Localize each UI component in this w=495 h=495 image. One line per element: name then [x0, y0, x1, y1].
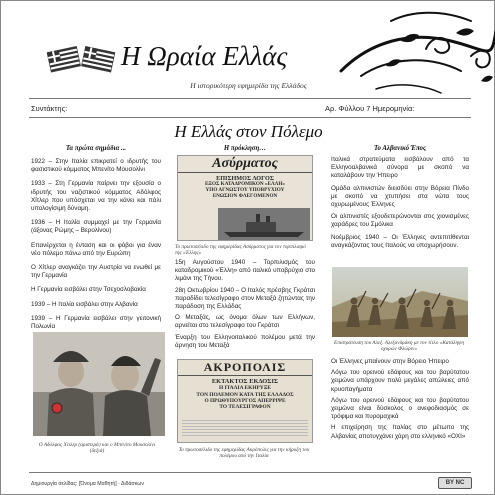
paragraph: Ομάδα αλπινιστών διεισδύει στην Βόρεια Πίνδο με σκοπό να χτυπήσει στα νώτα τους οχυρωμένους Έλληνες [331, 184, 469, 209]
greek-flags-icon [45, 43, 119, 77]
clipping-headline: ΕΚΤΑΚΤΟΣ ΕΚΔΟΣΙΣ [211, 378, 279, 385]
paragraph: Ο Μεταξάς, ως όνομα όλων των Ελλήνων, αρνείται στο τελεσίγραφο του Γκράτσι [175, 314, 315, 330]
ship-illustration [218, 208, 310, 240]
paragraph: 28η Οκτωβρίου 1940 – Ο Ιταλός πρέσβης Γκράτσι παραδίδει τελεσίγραφο στον Μεταξά ζητώντας την παράδοση της Ελλάδας [175, 286, 315, 311]
footer-divider [29, 472, 471, 473]
paragraph: 1939 – Η Ιταλία εισβάλει στην Αλβανία [31, 300, 138, 308]
paragraph: 1936 – Η Ιταλία συμμαχεί με την Γερμανία (άξονας Ρώμης – Βερολίνου) [31, 219, 161, 235]
clipping-headline: ΤΟΝ ΠΟΛΕΜΟΝ ΚΑΤΑ ΤΗΣ ΕΛΛΑΔΟΣ [196, 391, 294, 398]
column-heading: Η πρόκληση… [223, 145, 267, 152]
paragraph: Ιταλικά στρατεύματα εισβάλουν από τα Ελληνοαλβανικά σύνορα με σκοπό να καταλάβουν την Ήπειρο [331, 156, 469, 180]
column-provocation [175, 145, 315, 152]
column-paragraphs-lower [331, 358, 469, 444]
paragraph: 15η Αυγούστου 1940 – Τορπιλισμός του καταδρομικού «Έλλη» από ιταλικό υποβρύχιο στο λιμάνι της Τήνου. [175, 259, 315, 283]
painting-caption: Επιστράτευση του Αλεξ. Αλεξανδράκη με τον τίτλο «Κατάληψη οχυρών Φλώριν» [333, 340, 465, 353]
header-divider [29, 98, 471, 99]
akropolis-clipping [177, 359, 313, 443]
clipping-headline: Η ΙΤΑΛΙΑ ΕΚΗΡΥΞΕ [219, 385, 271, 392]
paragraph: 1922 – Στην Ιταλία επικρατεί ο ιδρυτής του φασιστικού κόμματος Μπενίτο Μουσολίνι [31, 158, 161, 174]
clipping-headline: ΕΠΙΣΗΜΟΣ ΛΟΓΟΣ [216, 175, 274, 182]
paragraph: Ο Χίτλερ αναγκάζει την Αυστρία να ενωθεί με την Γερμανία [31, 264, 161, 280]
asyrmatos-caption: Το πρωτοσέλιδο της εφημερίδας Ασύρματος για τον τορπιλισμό της «Έλλης» [175, 244, 306, 257]
akropolis-caption: Το πρωτοσέλιδο της εφημερίδας Ακρόπολις για την κήρυξη του πολέμου από την Ιταλία [178, 447, 310, 460]
column-heading: Το Αλβανικό Έπος [374, 145, 426, 152]
editor-label: Συντάκτης: [31, 104, 68, 113]
battle-painting [332, 267, 468, 337]
paragraph: Έναρξη του Ελληνοιταλικού πολέμου μετά την άρνηση του Μεταξά [175, 333, 315, 349]
paragraph: Επανέρχεται η ένταση και οι φόβοι για έναν νέο πόλεμο πάνω από την Ευρώπη [31, 241, 161, 257]
clipping-masthead: ΑΚΡΟΠΟΛΙΣ [178, 360, 312, 376]
paragraph: Η επιχείρηση της Ιταλίας στο μέτωπο της Αλβανίας αποτυγχάνει χάρη στο ελληνικό «ΟΧΙ» [331, 424, 469, 440]
clipping-masthead: Ασύρματος [178, 156, 312, 173]
paragraph: 1933 – Στη Γερμανία παίρνει την εξουσία ο ιδρυτής του ναζιστικού κόμματος Αδόλφος Χίτλερ που υπόσχεται να την κάνει και πάλι υπολογίσιμη δύναμη. [31, 180, 161, 213]
column-first-signs [31, 145, 161, 337]
paragraph: Οι Έλληνες μπαίνουν στην Βόρειο Ήπειρο [331, 358, 449, 365]
newspaper-title: Η Ωραία Ελλάς [121, 41, 288, 71]
paragraph: Λόγω του ορεινού εδάφους και του βαρύτατου χειμώνα είναι δύσκολος ο ανεφοδιασμός σε τρόφιμα και πυρομαχικά [331, 396, 469, 421]
paragraph: Οι αλπινιστές εξουδετερώνονται στις χιονισμένες χαράδρες του Σμόλικα [331, 213, 469, 229]
footer-credit: Δημιουργία σελίδας: [Όνομα Μαθητή] · Διδάσκων [31, 481, 144, 487]
clipping-headline: ΕΝΩΣΙΟΝ ΦΛΕΓΟΜΕΝΟΝ [212, 193, 278, 200]
main-headline: Η Ελλάς στον Πόλεμο [174, 122, 323, 141]
issue-info: Αρ. Φύλλου 7 Ημερομηνία: [325, 104, 415, 113]
column-paragraphs [175, 259, 315, 353]
column-paragraphs [31, 158, 161, 331]
clipping-text-block [182, 420, 308, 438]
column-heading: Τα πρώτα σημάδια ... [65, 145, 127, 152]
newspaper-subtitle: Η ιστορικότερη εφημερίδα της Ελλάδος [190, 81, 307, 90]
asyrmatos-clipping [177, 155, 313, 241]
clipping-headline: Ο ΠΡΩΘΥΠΟΥΡΓΟΣ ΑΠΕΡΡΙΨΕ [204, 397, 286, 404]
leaders-photo [33, 332, 165, 436]
clipping-headline: ΥΠΟ ΑΓΝΩΣΤΟΥ ΥΠΟΒΡΥΧΙΟΥ [205, 187, 285, 194]
leaders-photo-caption: Ο Αδόλφος Χίτλερ (αριστερά) και ο Μπενίτο Μουσολίνι (δεξιά) [38, 442, 156, 455]
column-albanian-epic [331, 145, 469, 254]
paragraph: Λόγω του ορεινού εδάφους και του βαρύτατου χειμώνα υπάρχουν πολύ μεγάλες απώλειες από κρυοπαγήματα [331, 369, 469, 393]
header-divider-bottom [29, 117, 471, 118]
column-paragraphs [331, 156, 469, 250]
clipping-headline: ΕΞΟΣ ΚΑΤΑΔΡΟΜΙΚΟΝ «ΕΛΛΗ» [204, 181, 286, 188]
creative-commons-badge: BY NC [438, 477, 472, 489]
paragraph: Η Γερμανία εισβάλει στην Τσεχοσλοβακία [31, 286, 146, 294]
clipping-headline: ΤΟ ΤΕΛΕΣΙΓΡΑΦΟΝ [219, 403, 271, 410]
paragraph: Νοέμβριος 1940 – Οι Έλληνες αντεπιτίθενται αναγκάζοντας τους Ιταλούς να υποχωρήσουν. [331, 233, 469, 249]
clipping-headlines [178, 376, 312, 412]
clipping-headlines [178, 173, 312, 202]
paragraph: 1939 – Η Γερμανία εισβάλει στην γειτονική Πολωνία [31, 314, 161, 331]
